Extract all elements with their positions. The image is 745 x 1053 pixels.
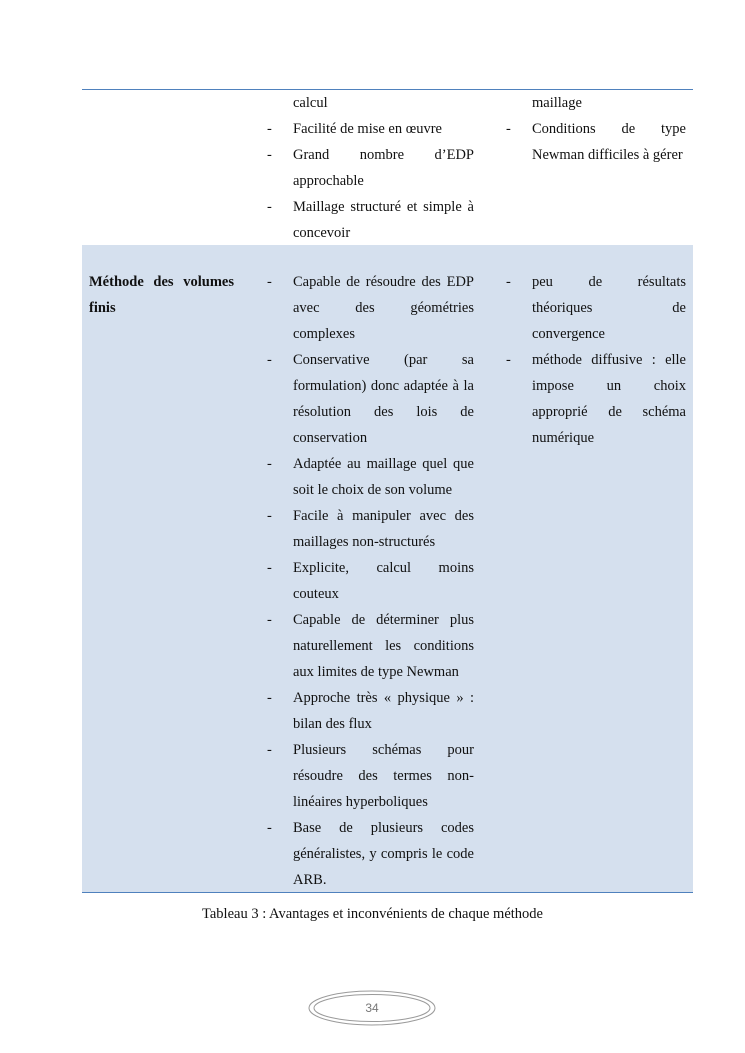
list-item xyxy=(267,269,474,347)
list-item xyxy=(267,737,474,815)
table-row-volumes-finis xyxy=(82,245,693,892)
bullet-dash: - xyxy=(267,508,272,524)
list-item-text: Adaptée au maillage quel que soit le choix de son volume xyxy=(293,456,474,498)
list-item xyxy=(267,347,474,451)
list-item-text: Approche très « physique » : bilan des flux xyxy=(293,690,474,732)
disadvantages-cell xyxy=(506,90,686,168)
bullet-dash: - xyxy=(506,352,511,368)
list-item xyxy=(267,194,474,246)
bullet-dash: - xyxy=(267,560,272,576)
list-item xyxy=(267,116,474,142)
table-row-continued xyxy=(82,90,693,245)
bullet-dash: - xyxy=(267,352,272,368)
advantages-cell xyxy=(267,269,474,893)
list-item xyxy=(506,347,686,451)
list-item-text: Grand nombre d’EDP approchable xyxy=(293,147,474,189)
list-item-text: méthode diffusive : elle impose un choix approprié de schéma numérique xyxy=(532,352,686,446)
list-item xyxy=(267,815,474,893)
bullet-dash: - xyxy=(267,199,272,215)
comparison-table xyxy=(82,89,693,893)
bullet-dash: - xyxy=(267,820,272,836)
list-item xyxy=(506,116,686,168)
table-caption: Tableau 3 : Avantages et inconvénients de chaque méthode xyxy=(202,906,543,922)
list-item xyxy=(267,142,474,194)
page-number-badge xyxy=(308,990,436,1026)
bullet-dash: - xyxy=(267,612,272,628)
bullet-dash: - xyxy=(267,456,272,472)
bullet-dash: - xyxy=(267,742,272,758)
method-cell xyxy=(89,269,234,321)
list-item xyxy=(267,607,474,685)
list-item-text: calcul xyxy=(293,95,328,111)
list-item-text: peu de résultats théoriques de convergence xyxy=(532,274,686,342)
list-item-text: Conservative (par sa formulation) donc adaptée à la résolution des lois de conservation xyxy=(293,352,474,446)
list-item-text: Base de plusieurs codes généralistes, y compris le code ARB. xyxy=(293,820,474,888)
list-item xyxy=(267,503,474,555)
list-item-text: Facilité de mise en œuvre xyxy=(293,121,442,137)
disadvantages-cell xyxy=(506,269,686,451)
bullet-dash: - xyxy=(267,690,272,706)
bullet-dash: - xyxy=(506,274,511,290)
list-item-text: Conditions de type Newman difficiles à gérer xyxy=(532,121,686,163)
list-item-text: Plusieurs schémas pour résoudre des termes non-linéaires hyperboliques xyxy=(293,742,474,810)
list-item-text: Facile à manipuler avec des maillages non-structurés xyxy=(293,508,474,550)
list-item xyxy=(267,90,474,116)
bullet-dash: - xyxy=(506,121,511,137)
list-item xyxy=(506,90,686,116)
list-item xyxy=(506,269,686,347)
list-item-text: Maillage structuré et simple à concevoir xyxy=(293,199,474,241)
list-item xyxy=(267,685,474,737)
list-item-text: Explicite, calcul moins couteux xyxy=(293,560,474,602)
bullet-dash: - xyxy=(267,147,272,163)
list-item xyxy=(267,555,474,607)
list-item-text: maillage xyxy=(532,95,582,111)
list-item-text: Capable de résoudre des EDP avec des géométries complexes xyxy=(293,274,474,342)
advantages-cell xyxy=(267,90,474,246)
list-item xyxy=(267,451,474,503)
bullet-dash: - xyxy=(267,274,272,290)
method-title: Méthode des volumes finis xyxy=(89,274,234,316)
list-item-text: Capable de déterminer plus naturellement les conditions aux limites de type Newman xyxy=(293,612,474,680)
bullet-dash: - xyxy=(267,121,272,137)
page-number: 34 xyxy=(365,1001,379,1015)
